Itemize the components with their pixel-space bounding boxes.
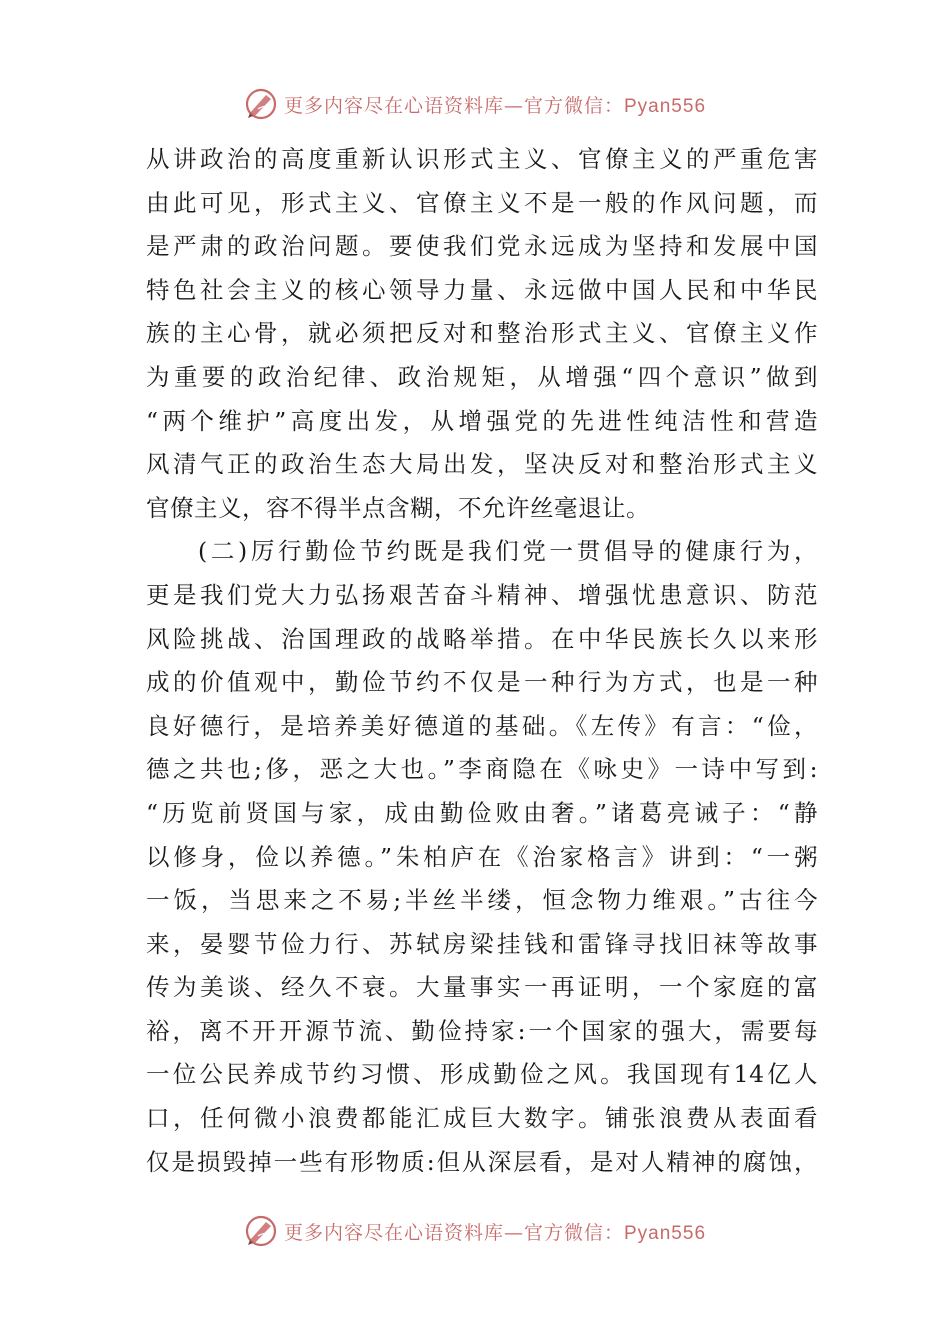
text-line: 仅是损毁掉一些有形物质:但从深层看，是对人精神的腐蚀， [146,1147,818,1176]
text-line: 为重要的政治纪律、政治规矩，从增强“四个意识”做到 [146,362,818,391]
text-line: 族的主心骨，就必须把反对和整治形式主义、官僚主义作 [146,319,818,348]
text-line: 来，晏婴节俭力行、苏轼房梁挂钱和雷锋寻找旧袜等故事 [146,929,818,958]
footer-banner-text [284,1218,706,1245]
text-line: 良好德行，是培养美好德道的基础。《左传》有言：“俭， [146,711,818,740]
text-line: 风险挑战、治国理政的战略举措。在中华民族长久以来形 [146,624,818,653]
header-banner [0,84,950,124]
header-banner-text [284,91,706,118]
footer-banner-label: 更多内容尽在心语资料库—官方微信： [283,1221,624,1244]
text-line: “历览前贤国与家，成由勤俭败由奢。”诸葛亮诫子：“静 [146,798,818,827]
text-line: 由此可见，形式主义、官僚主义不是一般的作风问题，而 [146,188,818,217]
pen-logo-icon [244,1214,278,1248]
text-line: 官僚主义，容不得半点含糊，不允许丝毫退让。 [146,493,650,522]
text-line: 是严肃的政治问题。要使我们党永远成为坚持和发展中国 [146,232,818,261]
text-line: 传为美谈、经久不衰。大量事实一再证明，一个家庭的富 [146,973,818,1002]
footer-wechat-id: Pyan556 [624,1222,707,1244]
text-line: 德之共也;侈，恶之大也。”李商隐在《咏史》一诗中写到: [146,755,818,784]
text-line: 一饭，当思来之不易;半丝半缕，恒念物力维艰。”古往今 [146,886,818,915]
text-line: 以修身，俭以养德。”朱柏庐在《治家格言》讲到：“一粥 [146,842,818,871]
text-line: 裕，离不开开源节流、勤俭持家:一个国家的强大，需要每 [146,1016,818,1045]
header-wechat-id: Pyan556 [624,95,707,117]
text-line: 一位公民养成节约习惯、形成勤俭之风。我国现有14亿人 [146,1060,818,1089]
text-line: 成的价值观中，勤俭节约不仅是一种行为方式，也是一种 [146,668,818,697]
pen-logo-icon [244,87,278,121]
text-line: “两个维护”高度出发，从增强党的先进性纯洁性和营造 [146,406,818,435]
text-line: 从讲政治的高度重新认识形式主义、官僚主义的严重危害 [146,145,818,173]
header-banner-label: 更多内容尽在心语资料库—官方微信： [283,94,624,117]
document-body [146,138,818,1184]
text-line: 口，任何微小浪费都能汇成巨大数字。铺张浪费从表面看 [146,1104,818,1133]
text-line: 风清气正的政治生态大局出发，坚决反对和整治形式主义 [146,450,818,479]
text-line: 更是我们党大力弘扬艰苦奋斗精神、增强忧患意识、防范 [146,580,818,609]
text-line: 特色社会主义的核心领导力量、永远做中国人民和中华民 [146,275,818,304]
paragraph-start-line: (二)厉行勤俭节约既是我们党一贯倡导的健康行为， [198,537,818,566]
footer-banner [0,1211,950,1251]
